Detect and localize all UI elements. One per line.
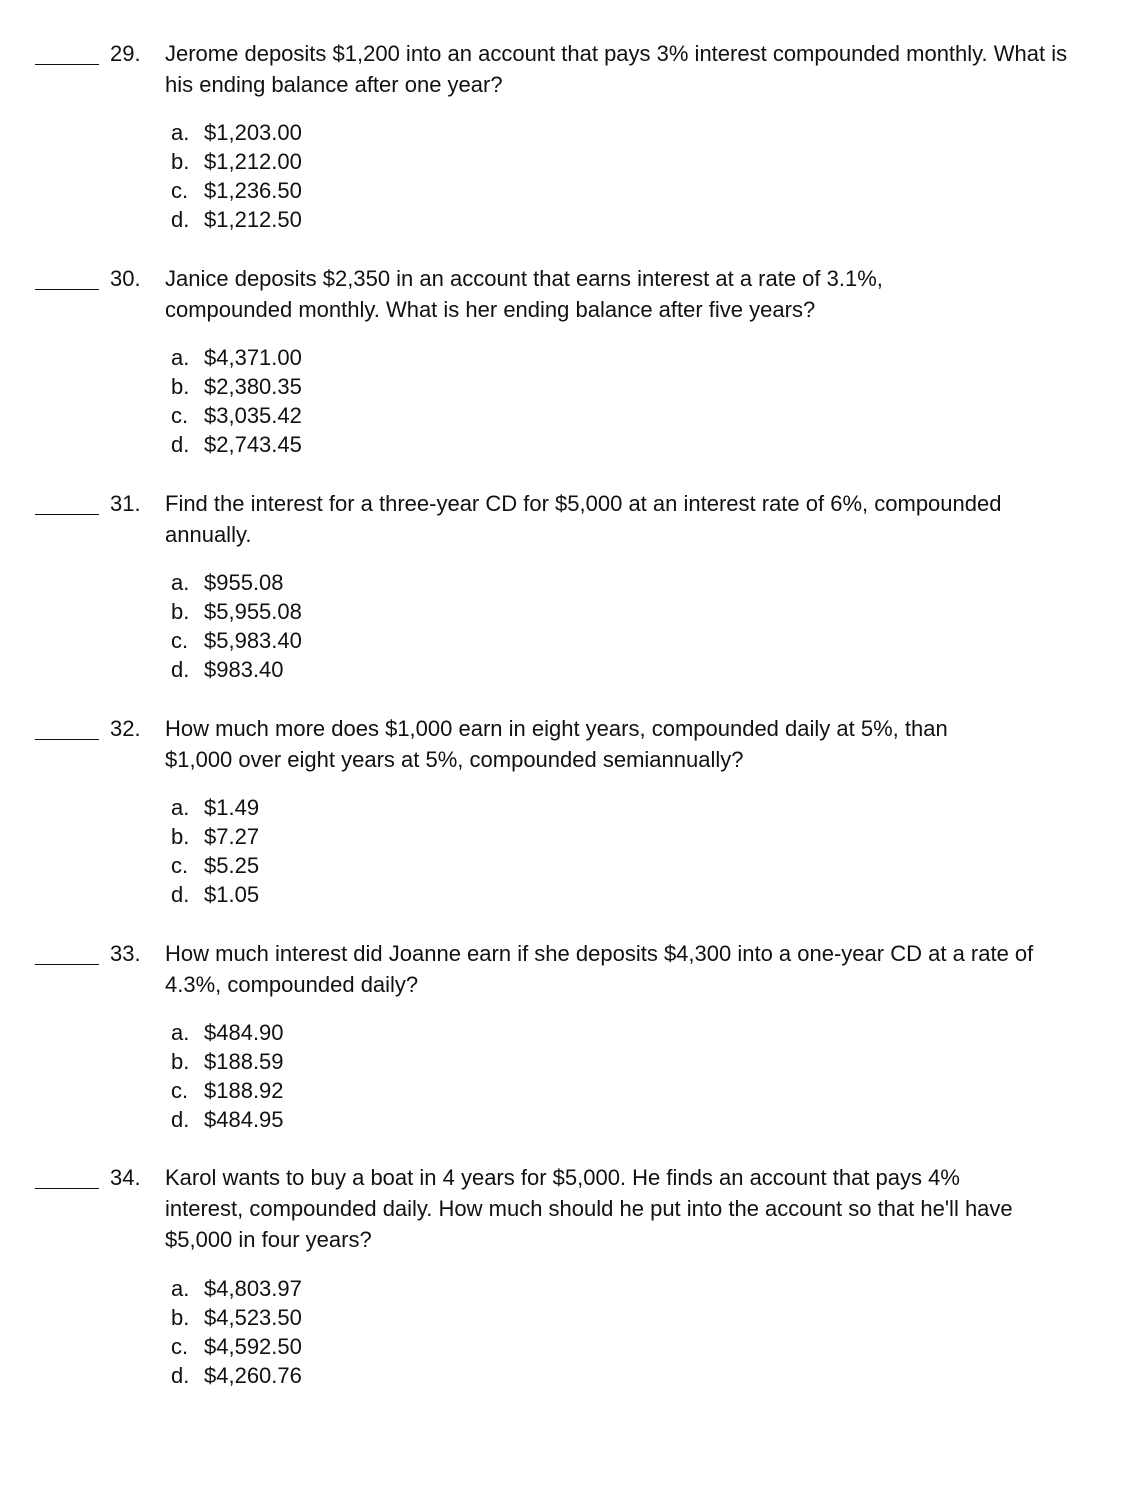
answer-options bbox=[171, 343, 302, 459]
question-text: Janice deposits $2,350 in an account that earns interest at a rate of 3.1%, compounded monthly. What is her ending balance after five years? bbox=[165, 266, 883, 322]
option-b bbox=[171, 1303, 302, 1332]
option-d bbox=[171, 430, 302, 459]
option-a bbox=[171, 568, 302, 597]
option-letter: a. bbox=[171, 570, 190, 595]
option-d bbox=[171, 655, 302, 684]
option-letter: a. bbox=[171, 1020, 190, 1045]
option-value: $484.90 bbox=[204, 1020, 284, 1045]
answer-blank[interactable] bbox=[35, 964, 99, 965]
option-letter: b. bbox=[171, 599, 190, 624]
answer-blank[interactable] bbox=[35, 1188, 99, 1189]
option-letter: d. bbox=[171, 882, 190, 907]
option-letter: c. bbox=[171, 628, 189, 653]
question-text: How much interest did Joanne earn if she deposits $4,300 into a one-year CD at a rate of 4.3%, compounded daily? bbox=[165, 941, 1034, 997]
question-number: 33. bbox=[110, 941, 141, 966]
option-letter: a. bbox=[171, 1276, 190, 1301]
option-value: $4,260.76 bbox=[204, 1363, 302, 1388]
option-c bbox=[171, 176, 302, 205]
option-value: $1.49 bbox=[204, 795, 260, 820]
option-value: $1,236.50 bbox=[204, 178, 302, 203]
option-d bbox=[171, 1361, 302, 1390]
question-number: 34. bbox=[110, 1165, 141, 1190]
option-c bbox=[171, 626, 302, 655]
option-letter: d. bbox=[171, 657, 190, 682]
option-letter: b. bbox=[171, 374, 190, 399]
option-d bbox=[171, 1105, 284, 1134]
answer-options bbox=[171, 568, 302, 684]
option-value: $5,955.08 bbox=[204, 599, 302, 624]
question-number: 32. bbox=[110, 716, 141, 741]
answer-options bbox=[171, 1018, 284, 1134]
option-value: $484.95 bbox=[204, 1107, 284, 1132]
question-number: 31. bbox=[110, 491, 141, 516]
question-text: Karol wants to buy a boat in 4 years for $5,000. He finds an account that pays 4% interest, compounded daily. How much should he put into the account so that he'll have $5,000 in four years? bbox=[165, 1165, 1013, 1252]
option-b bbox=[171, 1047, 284, 1076]
option-value: $188.59 bbox=[204, 1049, 284, 1074]
option-a bbox=[171, 118, 302, 147]
option-value: $955.08 bbox=[204, 570, 284, 595]
option-letter: c. bbox=[171, 403, 189, 428]
answer-blank[interactable] bbox=[35, 514, 99, 515]
option-value: $1,212.50 bbox=[204, 207, 302, 232]
option-b bbox=[171, 147, 302, 176]
option-letter: c. bbox=[171, 178, 189, 203]
option-c bbox=[171, 1332, 302, 1361]
option-a bbox=[171, 1274, 302, 1303]
option-letter: a. bbox=[171, 120, 190, 145]
option-value: $983.40 bbox=[204, 657, 284, 682]
option-value: $4,592.50 bbox=[204, 1334, 302, 1359]
option-value: $3,035.42 bbox=[204, 403, 302, 428]
option-d bbox=[171, 205, 302, 234]
option-value: $4,803.97 bbox=[204, 1276, 302, 1301]
answer-options bbox=[171, 1274, 302, 1390]
option-c bbox=[171, 401, 302, 430]
answer-options bbox=[171, 118, 302, 234]
option-c bbox=[171, 851, 259, 880]
option-letter: b. bbox=[171, 149, 190, 174]
option-b bbox=[171, 597, 302, 626]
option-value: $5,983.40 bbox=[204, 628, 302, 653]
option-value: $2,743.45 bbox=[204, 432, 302, 457]
question-number: 29. bbox=[110, 41, 141, 66]
option-letter: d. bbox=[171, 207, 190, 232]
option-b bbox=[171, 822, 259, 851]
answer-blank[interactable] bbox=[35, 739, 99, 740]
option-value: $188.92 bbox=[204, 1078, 284, 1103]
option-value: $4,523.50 bbox=[204, 1305, 302, 1330]
option-value: $2,380.35 bbox=[204, 374, 302, 399]
question-number: 30. bbox=[110, 266, 141, 291]
option-a bbox=[171, 1018, 284, 1047]
option-value: $7.27 bbox=[204, 824, 260, 849]
question-text: How much more does $1,000 earn in eight years, compounded daily at 5%, than $1,000 over eight years at 5%, compounded semiannually? bbox=[165, 716, 948, 772]
option-letter: c. bbox=[171, 1334, 189, 1359]
option-a bbox=[171, 793, 259, 822]
option-value: $1,203.00 bbox=[204, 120, 302, 145]
option-letter: c. bbox=[171, 1078, 189, 1103]
answer-blank[interactable] bbox=[35, 64, 99, 65]
option-value: $1.05 bbox=[204, 882, 260, 907]
option-letter: b. bbox=[171, 824, 190, 849]
option-letter: b. bbox=[171, 1049, 190, 1074]
answer-blank[interactable] bbox=[35, 289, 99, 290]
question-text: Find the interest for a three-year CD for $5,000 at an interest rate of 6%, compounded annually. bbox=[165, 491, 1002, 547]
option-letter: c. bbox=[171, 853, 189, 878]
option-value: $1,212.00 bbox=[204, 149, 302, 174]
option-letter: a. bbox=[171, 795, 190, 820]
option-value: $5.25 bbox=[204, 853, 260, 878]
option-letter: a. bbox=[171, 345, 190, 370]
option-value: $4,371.00 bbox=[204, 345, 302, 370]
answer-options bbox=[171, 793, 259, 909]
option-letter: b. bbox=[171, 1305, 190, 1330]
option-letter: d. bbox=[171, 432, 190, 457]
option-letter: d. bbox=[171, 1363, 190, 1388]
option-b bbox=[171, 372, 302, 401]
option-d bbox=[171, 880, 259, 909]
question-text: Jerome deposits $1,200 into an account that pays 3% interest compounded monthly. What is his ending balance after one year? bbox=[165, 41, 1068, 97]
option-c bbox=[171, 1076, 284, 1105]
option-letter: d. bbox=[171, 1107, 190, 1132]
option-a bbox=[171, 343, 302, 372]
